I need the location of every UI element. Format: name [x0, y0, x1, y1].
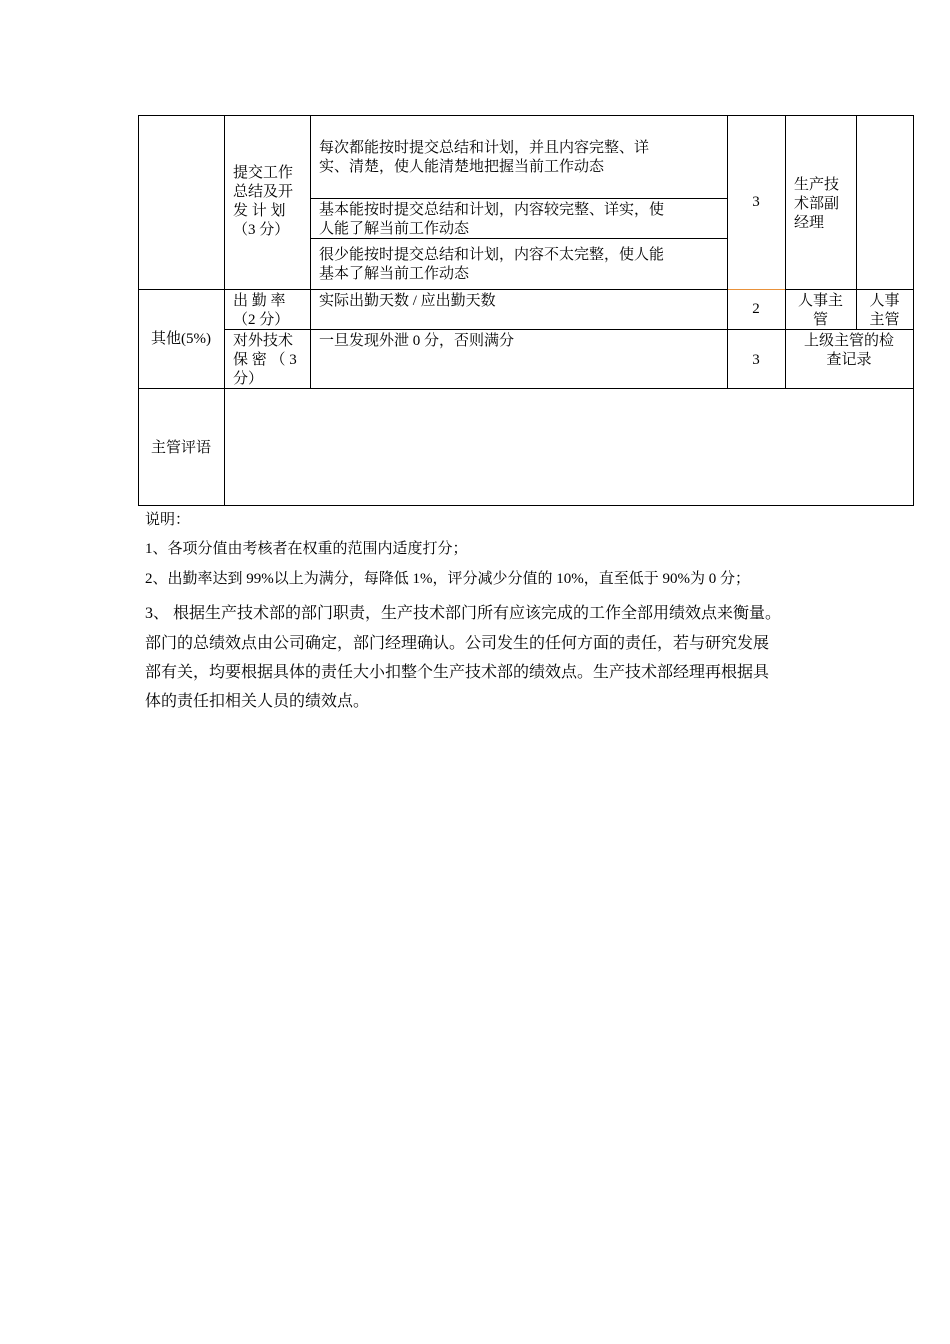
col-divider-3 — [727, 115, 728, 389]
col-divider-2 — [310, 115, 311, 389]
score-work-summary: 3 — [752, 194, 760, 210]
item-attendance — [233, 292, 305, 330]
table-border-bottom — [138, 505, 914, 506]
item-line: 保 密 （ 3 — [233, 352, 297, 368]
item-work-summary — [233, 164, 305, 240]
item-line: 提交工作 — [233, 165, 294, 181]
criteria-line: 基本了解当前工作动态 — [319, 266, 470, 282]
criteria-level-1 — [319, 139, 649, 177]
notes-heading: 说明： — [145, 512, 191, 528]
assessor-attendance — [785, 292, 856, 330]
criteria-divider-1 — [310, 198, 727, 199]
source-line: 主管 — [869, 312, 900, 328]
row-divider-1-orange — [727, 289, 785, 290]
criteria-line: 实、清楚，使人能清楚地把握当前工作动态 — [319, 159, 605, 175]
supervisor-comment-label: 主管评语 — [150, 440, 211, 456]
note-item-3-line-2: 部门的总绩效点由公司确定，部门经理确认。公司发生的任何方面的责任，若与研究发展 — [145, 635, 770, 652]
criteria-level-3 — [319, 246, 664, 284]
criteria-level-2 — [319, 201, 664, 239]
assessor-work-summary — [794, 176, 839, 233]
supervisor-comment-area — [225, 389, 913, 505]
item-line: 总结及开 — [233, 184, 294, 200]
assessor-line: 生产技 — [794, 177, 840, 193]
item-line: （3 分） — [233, 222, 290, 238]
assessor-line: 人事主 — [797, 293, 843, 309]
score-attendance: 2 — [752, 301, 760, 317]
note-item-3-line-1: 3、 根据生产技术部的部门职责，生产技术部门所有应该完成的工作全部用绩效点来衡量。 — [145, 605, 782, 622]
row-divider-1-right — [785, 289, 914, 290]
row-divider-1 — [138, 289, 785, 290]
col-divider-5a — [856, 115, 857, 290]
assessor-line: 查记录 — [826, 352, 872, 368]
assessor-line: 管 — [812, 312, 828, 328]
score-confidentiality: 3 — [752, 352, 760, 368]
criteria-attendance: 实际出勤天数 / 应出勤天数 — [319, 293, 496, 309]
assessor-line: 经理 — [794, 215, 825, 231]
source-line: 人事 — [869, 293, 900, 309]
criteria-confidentiality: 一旦发现外泄 0 分，否则满分 — [319, 333, 515, 349]
criteria-line: 人能了解当前工作动态 — [319, 221, 470, 237]
criteria-line: 基本能按时提交总结和计划，内容较完整、详实，使 — [319, 202, 665, 218]
note-item-3-line-4: 体的责任扣相关人员的绩效点。 — [145, 693, 370, 710]
table-border-right — [913, 115, 914, 506]
assessor-line: 术部副 — [794, 196, 840, 212]
item-line: 分） — [233, 371, 264, 387]
criteria-line: 每次都能按时提交总结和计划，并且内容完整、详 — [319, 140, 650, 156]
item-line: 对外技术 — [233, 333, 294, 349]
table-border-top — [138, 115, 914, 116]
note-item-3-line-3: 部有关，均要根据具体的责任大小扣整个生产技术部的绩效点。生产技术部经理再根据具 — [145, 664, 770, 681]
criteria-line: 很少能按时提交总结和计划，内容不太完整，使人能 — [319, 247, 665, 263]
item-confidentiality — [233, 332, 305, 389]
category-other: 其他(5%) — [151, 331, 211, 347]
item-line: 发 计 划 — [233, 203, 286, 219]
note-item-1: 1、各项分值由考核者在权重的范围内适度打分； — [145, 541, 468, 557]
item-line: 出 勤 率 — [233, 293, 286, 309]
assessor-line: 上级主管的检 — [803, 333, 894, 349]
note-item-2: 2、出勤率达到 99%以上为满分，每降低 1%，评分减少分值的 10%，直至低于 90%为 0 分； — [145, 571, 750, 587]
assessor-confidentiality — [785, 332, 913, 370]
source-attendance — [856, 292, 913, 330]
item-line: （2 分） — [233, 312, 290, 328]
